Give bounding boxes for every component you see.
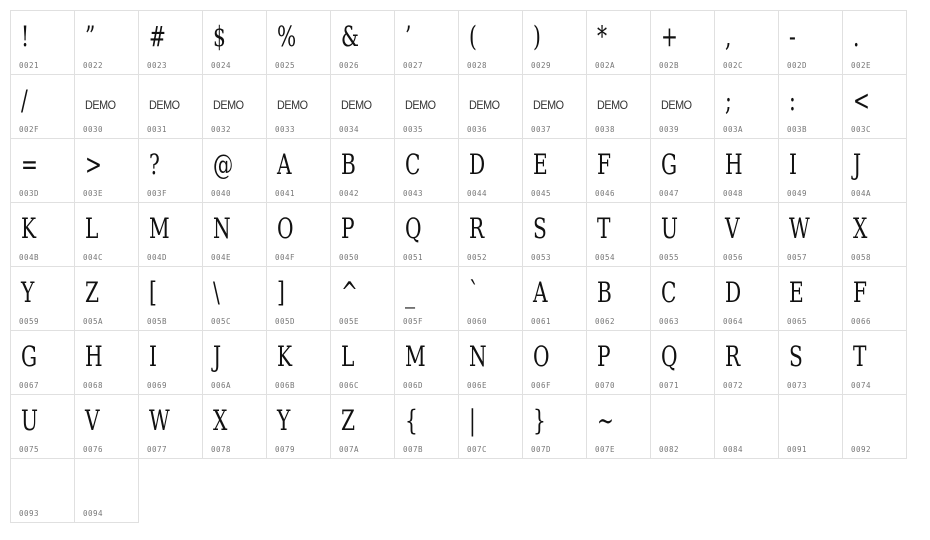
glyph-preview: [ — [149, 276, 157, 309]
glyph-preview: M — [405, 340, 426, 373]
glyph-code-label: 0061 — [531, 317, 552, 326]
glyph-code-label: 0048 — [723, 189, 744, 198]
glyph-cell[interactable] — [74, 74, 139, 139]
glyph-cell[interactable] — [74, 394, 139, 459]
glyph-cell[interactable] — [330, 74, 395, 139]
glyph-code-label: 004B — [19, 253, 40, 262]
glyph-preview: L — [341, 340, 355, 373]
glyph-preview: ! — [21, 20, 30, 53]
glyph-cell[interactable] — [842, 266, 907, 331]
glyph-preview: H — [725, 148, 743, 181]
glyph-cell[interactable] — [394, 394, 459, 459]
glyph-code-label: 0040 — [211, 189, 232, 198]
glyph-cell[interactable] — [394, 138, 459, 203]
glyph-code-label: 003C — [851, 125, 872, 134]
glyph-cell[interactable] — [330, 10, 395, 75]
glyph-preview: DEMO — [405, 98, 436, 112]
glyph-preview: E — [533, 148, 548, 181]
glyph-code-label: 004C — [83, 253, 104, 262]
glyph-preview: X — [853, 212, 868, 245]
glyph-cell[interactable] — [522, 10, 587, 75]
glyph-cell[interactable] — [522, 330, 587, 395]
glyph-cell[interactable] — [202, 394, 267, 459]
glyph-cell[interactable] — [74, 266, 139, 331]
glyph-preview: C — [661, 276, 677, 309]
glyph-code-label: 0036 — [467, 125, 488, 134]
glyph-preview: | — [469, 404, 476, 437]
glyph-code-label: 003A — [723, 125, 744, 134]
glyph-preview: - — [789, 20, 796, 53]
glyph-code-label: 002B — [659, 61, 680, 70]
glyph-code-label: 005D — [275, 317, 296, 326]
glyph-preview: * — [597, 20, 608, 53]
glyph-cell[interactable] — [10, 74, 75, 139]
glyph-preview: L — [85, 212, 99, 245]
glyph-code-label: 0022 — [83, 61, 104, 70]
glyph-code-label: 0064 — [723, 317, 744, 326]
glyph-cell[interactable] — [586, 330, 651, 395]
glyph-preview: @ — [213, 148, 234, 181]
glyph-code-label: 004E — [211, 253, 232, 262]
glyph-preview: A — [533, 276, 548, 309]
glyph-preview: ’ — [405, 20, 412, 53]
glyph-code-label: 005A — [83, 317, 104, 326]
glyph-code-label: 007E — [595, 445, 616, 454]
glyph-preview: J — [853, 148, 862, 181]
glyph-cell[interactable] — [266, 266, 331, 331]
glyph-cell[interactable] — [10, 458, 75, 523]
glyph-preview: G — [661, 148, 678, 181]
glyph-cell[interactable] — [586, 10, 651, 75]
glyph-code-label: 0023 — [147, 61, 168, 70]
glyph-preview: O — [533, 340, 550, 373]
glyph-code-label: 0029 — [531, 61, 552, 70]
glyph-code-label: 0026 — [339, 61, 360, 70]
glyph-preview: DEMO — [277, 98, 308, 112]
glyph-cell[interactable] — [842, 138, 907, 203]
glyph-cell[interactable] — [10, 394, 75, 459]
glyph-code-label: 0054 — [595, 253, 616, 262]
glyph-preview: = — [21, 148, 38, 181]
glyph-code-label: 0052 — [467, 253, 488, 262]
glyph-cell[interactable] — [202, 10, 267, 75]
glyph-cell[interactable] — [74, 330, 139, 395]
glyph-preview: P — [341, 212, 355, 245]
glyph-preview: ( — [469, 20, 477, 53]
glyph-preview: DEMO — [213, 98, 244, 112]
glyph-preview: DEMO — [533, 98, 564, 112]
glyph-code-label: 0053 — [531, 253, 552, 262]
glyph-preview: Q — [405, 212, 422, 245]
glyph-cell[interactable] — [650, 138, 715, 203]
glyph-cell[interactable] — [586, 138, 651, 203]
glyph-code-label: 0062 — [595, 317, 616, 326]
glyph-code-label: 005F — [403, 317, 424, 326]
glyph-code-label: 006E — [467, 381, 488, 390]
glyph-code-label: 0091 — [787, 445, 808, 454]
glyph-code-label: 0034 — [339, 125, 360, 134]
glyph-preview: T — [853, 340, 867, 373]
glyph-preview: V — [725, 212, 740, 245]
glyph-preview: V — [85, 404, 100, 437]
glyph-code-label: 003B — [787, 125, 808, 134]
glyph-cell[interactable] — [778, 10, 843, 75]
glyph-code-label: 004D — [147, 253, 168, 262]
glyph-code-label: 0074 — [851, 381, 872, 390]
glyph-preview: R — [469, 212, 485, 245]
glyph-code-label: 0059 — [19, 317, 40, 326]
glyph-preview: DEMO — [85, 98, 116, 112]
glyph-preview: U — [661, 212, 678, 245]
glyph-code-label: 007D — [531, 445, 552, 454]
glyph-cell[interactable] — [458, 394, 523, 459]
glyph-preview: G — [21, 340, 38, 373]
glyph-cell[interactable] — [202, 138, 267, 203]
glyph-code-label: 0027 — [403, 61, 424, 70]
glyph-cell[interactable] — [394, 330, 459, 395]
glyph-preview: + — [661, 20, 678, 53]
glyph-cell[interactable] — [138, 266, 203, 331]
glyph-cell[interactable] — [394, 74, 459, 139]
glyph-code-label: 006B — [275, 381, 296, 390]
glyph-code-label: 0063 — [659, 317, 680, 326]
glyph-preview: W — [149, 404, 170, 437]
glyph-preview: ` — [469, 276, 480, 309]
glyph-code-label: 0065 — [787, 317, 808, 326]
glyph-preview: X — [213, 404, 228, 437]
glyph-code-label: 002C — [723, 61, 744, 70]
glyph-cell[interactable] — [394, 266, 459, 331]
glyph-code-label: 0030 — [83, 125, 104, 134]
glyph-cell[interactable] — [202, 266, 267, 331]
glyph-cell[interactable] — [266, 330, 331, 395]
glyph-cell[interactable] — [458, 330, 523, 395]
glyph-code-label: 004A — [851, 189, 872, 198]
glyph-cell[interactable] — [138, 10, 203, 75]
glyph-cell[interactable] — [778, 74, 843, 139]
glyph-code-label: 0069 — [147, 381, 168, 390]
glyph-cell[interactable] — [778, 394, 843, 459]
glyph-code-label: 0037 — [531, 125, 552, 134]
glyph-code-label: 0047 — [659, 189, 680, 198]
glyph-code-label: 0071 — [659, 381, 680, 390]
glyph-preview: / — [21, 84, 28, 117]
glyph-preview: M — [149, 212, 170, 245]
glyph-code-label: 002F — [19, 125, 40, 134]
glyph-cell[interactable] — [74, 138, 139, 203]
glyph-code-label: 003E — [83, 189, 104, 198]
glyph-cell[interactable] — [266, 394, 331, 459]
glyph-cell[interactable] — [266, 138, 331, 203]
glyph-preview: Z — [341, 404, 356, 437]
glyph-preview: : — [789, 84, 796, 117]
glyph-cell[interactable] — [714, 138, 779, 203]
glyph-preview: DEMO — [661, 98, 692, 112]
glyph-preview: DEMO — [469, 98, 500, 112]
glyph-preview: R — [725, 340, 741, 373]
glyph-preview: N — [469, 340, 487, 373]
glyph-code-label: 0046 — [595, 189, 616, 198]
glyph-cell[interactable] — [138, 330, 203, 395]
glyph-cell[interactable] — [650, 10, 715, 75]
glyph-code-label: 0043 — [403, 189, 424, 198]
glyph-preview: B — [597, 276, 612, 309]
glyph-code-label: 007A — [339, 445, 360, 454]
glyph-preview: _ — [405, 276, 416, 309]
glyph-code-label: 0076 — [83, 445, 104, 454]
glyph-code-label: 0073 — [787, 381, 808, 390]
glyph-code-label: 005B — [147, 317, 168, 326]
glyph-code-label: 0035 — [403, 125, 424, 134]
glyph-code-label: 0070 — [595, 381, 616, 390]
glyph-cell[interactable] — [714, 266, 779, 331]
glyph-code-label: 0032 — [211, 125, 232, 134]
glyph-cell[interactable] — [394, 10, 459, 75]
glyph-code-label: 0042 — [339, 189, 360, 198]
glyph-cell[interactable] — [842, 74, 907, 139]
glyph-code-label: 004F — [275, 253, 296, 262]
glyph-cell[interactable] — [586, 202, 651, 267]
glyph-preview: Q — [661, 340, 678, 373]
glyph-cell[interactable] — [266, 202, 331, 267]
glyph-cell[interactable] — [842, 10, 907, 75]
glyph-cell[interactable] — [202, 202, 267, 267]
glyph-preview: Y — [21, 276, 35, 309]
glyph-code-label: 0068 — [83, 381, 104, 390]
glyph-code-label: 007B — [403, 445, 424, 454]
glyph-cell[interactable] — [330, 202, 395, 267]
glyph-code-label: 0058 — [851, 253, 872, 262]
glyph-cell[interactable] — [522, 138, 587, 203]
glyph-cell[interactable] — [202, 74, 267, 139]
glyph-preview: T — [597, 212, 611, 245]
glyph-preview: F — [853, 276, 867, 309]
glyph-code-label: 002D — [787, 61, 808, 70]
glyph-preview: B — [341, 148, 356, 181]
glyph-preview: O — [277, 212, 294, 245]
glyph-cell[interactable] — [74, 10, 139, 75]
glyph-cell[interactable] — [650, 266, 715, 331]
glyph-preview: C — [405, 148, 421, 181]
glyph-cell[interactable] — [522, 202, 587, 267]
glyph-code-label: 007C — [467, 445, 488, 454]
glyph-preview: } — [533, 404, 546, 437]
glyph-preview: P — [597, 340, 611, 373]
glyph-code-label: 0033 — [275, 125, 296, 134]
glyph-preview: ^ — [341, 276, 358, 309]
glyph-cell[interactable] — [10, 10, 75, 75]
glyph-code-label: 0025 — [275, 61, 296, 70]
glyph-code-label: 006F — [531, 381, 552, 390]
glyph-cell[interactable] — [10, 330, 75, 395]
glyph-cell[interactable] — [10, 202, 75, 267]
glyph-preview: S — [533, 212, 547, 245]
glyph-preview: ) — [533, 20, 541, 53]
glyph-cell[interactable] — [714, 74, 779, 139]
glyph-code-label: 006C — [339, 381, 360, 390]
glyph-cell[interactable] — [650, 330, 715, 395]
glyph-code-label: 0060 — [467, 317, 488, 326]
glyph-cell[interactable] — [650, 202, 715, 267]
glyph-cell[interactable] — [714, 394, 779, 459]
glyph-code-label: 002A — [595, 61, 616, 70]
glyph-preview: > — [85, 148, 102, 181]
glyph-cell[interactable] — [138, 74, 203, 139]
glyph-preview: \ — [213, 276, 220, 309]
glyph-code-label: 0066 — [851, 317, 872, 326]
glyph-cell[interactable] — [650, 74, 715, 139]
glyph-cell[interactable] — [394, 202, 459, 267]
glyph-preview: J — [213, 340, 222, 373]
glyph-cell[interactable] — [138, 394, 203, 459]
glyph-code-label: 005E — [339, 317, 360, 326]
glyph-code-label: 0050 — [339, 253, 360, 262]
glyph-preview: DEMO — [149, 98, 180, 112]
glyph-cell[interactable] — [10, 266, 75, 331]
glyph-code-label: 0093 — [19, 509, 40, 518]
glyph-cell[interactable] — [842, 330, 907, 395]
glyph-cell[interactable] — [778, 266, 843, 331]
glyph-cell[interactable] — [330, 138, 395, 203]
glyph-code-label: 002E — [851, 61, 872, 70]
glyph-code-label: 0021 — [19, 61, 40, 70]
glyph-code-label: 0041 — [275, 189, 296, 198]
glyph-preview: ~ — [597, 404, 614, 437]
glyph-cell[interactable] — [522, 266, 587, 331]
glyph-preview: , — [725, 20, 732, 53]
glyph-cell[interactable] — [202, 330, 267, 395]
glyph-code-label: 0038 — [595, 125, 616, 134]
glyph-preview: DEMO — [341, 98, 372, 112]
glyph-preview: K — [21, 212, 37, 245]
glyph-code-label: 0092 — [851, 445, 872, 454]
glyph-code-label: 006D — [403, 381, 424, 390]
glyph-cell[interactable] — [458, 202, 523, 267]
glyph-cell[interactable] — [714, 202, 779, 267]
glyph-cell[interactable] — [330, 266, 395, 331]
glyph-code-label: 0094 — [83, 509, 104, 518]
glyph-preview: DEMO — [597, 98, 628, 112]
glyph-preview: { — [405, 404, 418, 437]
glyph-cell[interactable] — [74, 458, 139, 523]
glyph-preview: D — [469, 148, 486, 181]
glyph-cell[interactable] — [458, 266, 523, 331]
glyph-preview: ” — [85, 20, 96, 53]
glyph-cell[interactable] — [778, 330, 843, 395]
glyph-preview: ; — [725, 84, 732, 117]
glyph-code-label: 0044 — [467, 189, 488, 198]
glyph-cell[interactable] — [266, 74, 331, 139]
glyph-code-label: 006A — [211, 381, 232, 390]
glyph-cell[interactable] — [586, 266, 651, 331]
glyph-cell[interactable] — [330, 330, 395, 395]
glyph-code-label: 0072 — [723, 381, 744, 390]
glyph-code-label: 0031 — [147, 125, 168, 134]
glyph-cell[interactable] — [458, 138, 523, 203]
glyph-cell[interactable] — [10, 138, 75, 203]
glyph-cell[interactable] — [842, 394, 907, 459]
glyph-cell[interactable] — [778, 202, 843, 267]
glyph-code-label: 0051 — [403, 253, 424, 262]
glyph-cell[interactable] — [458, 10, 523, 75]
glyph-preview: Z — [85, 276, 100, 309]
glyph-preview: ? — [149, 148, 160, 181]
glyph-code-label: 0056 — [723, 253, 744, 262]
glyph-preview: S — [789, 340, 803, 373]
glyph-code-label: 0075 — [19, 445, 40, 454]
character-map-grid — [10, 10, 920, 522]
glyph-preview: N — [213, 212, 231, 245]
glyph-cell[interactable] — [330, 394, 395, 459]
glyph-code-label: 0057 — [787, 253, 808, 262]
glyph-code-label: 0078 — [211, 445, 232, 454]
glyph-code-label: 0039 — [659, 125, 680, 134]
glyph-cell[interactable] — [74, 202, 139, 267]
glyph-cell[interactable] — [650, 394, 715, 459]
glyph-preview: A — [277, 148, 292, 181]
glyph-preview: ] — [277, 276, 285, 309]
glyph-code-label: 0049 — [787, 189, 808, 198]
glyph-cell[interactable] — [842, 202, 907, 267]
glyph-preview: K — [277, 340, 293, 373]
glyph-preview: F — [597, 148, 611, 181]
glyph-code-label: 0084 — [723, 445, 744, 454]
glyph-cell[interactable] — [266, 10, 331, 75]
glyph-preview: Y — [277, 404, 291, 437]
glyph-cell[interactable] — [714, 330, 779, 395]
glyph-cell[interactable] — [586, 394, 651, 459]
glyph-cell[interactable] — [522, 394, 587, 459]
glyph-code-label: 0067 — [19, 381, 40, 390]
glyph-code-label: 0045 — [531, 189, 552, 198]
glyph-preview: I — [789, 148, 797, 181]
glyph-preview: & — [341, 20, 359, 53]
glyph-cell[interactable] — [522, 74, 587, 139]
glyph-cell[interactable] — [714, 10, 779, 75]
glyph-preview: % — [277, 20, 297, 53]
glyph-code-label: 0055 — [659, 253, 680, 262]
glyph-cell[interactable] — [778, 138, 843, 203]
glyph-preview: < — [853, 84, 870, 117]
glyph-code-label: 0082 — [659, 445, 680, 454]
glyph-code-label: 0079 — [275, 445, 296, 454]
glyph-code-label: 0077 — [147, 445, 168, 454]
glyph-preview: . — [853, 20, 860, 53]
glyph-code-label: 003F — [147, 189, 168, 198]
glyph-preview: U — [21, 404, 38, 437]
glyph-preview: # — [149, 20, 166, 53]
glyph-preview: H — [85, 340, 103, 373]
glyph-code-label: 0028 — [467, 61, 488, 70]
glyph-cell[interactable] — [138, 202, 203, 267]
glyph-code-label: 003D — [19, 189, 40, 198]
glyph-preview: I — [149, 340, 157, 373]
glyph-cell[interactable] — [586, 74, 651, 139]
glyph-cell[interactable] — [138, 138, 203, 203]
glyph-preview: $ — [213, 20, 226, 53]
glyph-preview: W — [789, 212, 810, 245]
glyph-code-label: 005C — [211, 317, 232, 326]
glyph-cell[interactable] — [458, 74, 523, 139]
glyph-preview: E — [789, 276, 804, 309]
glyph-code-label: 0024 — [211, 61, 232, 70]
glyph-preview: D — [725, 276, 742, 309]
